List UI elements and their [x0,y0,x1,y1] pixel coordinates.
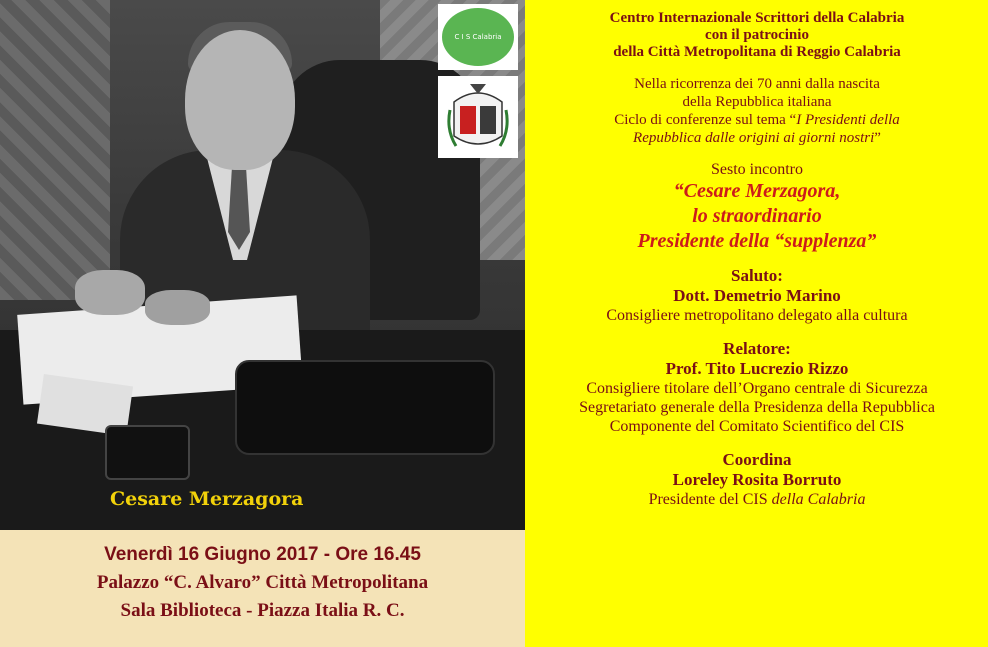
coordina-role-plain: Presidente del CIS [648,491,772,508]
briefcase [235,360,495,455]
organizer [526,10,988,61]
face [185,30,295,170]
coat-of-arms-icon [446,80,510,154]
event-info-box [0,530,525,647]
coordina-section [526,450,988,509]
cis-logo-text: C I S Calabria [454,33,502,41]
occasion-line3 [526,111,988,129]
meeting-title [526,179,988,254]
program-column [526,0,988,647]
wallpaper-left [0,0,110,300]
occasion-line4-italic: Repubblica dalle origini ai giorni nostri [633,130,875,146]
cis-logo-icon [442,8,514,66]
coordina-name: Loreley Rosita Borruto [672,470,842,489]
inkwell [105,425,190,480]
hand-right [145,290,210,325]
photo-caption: Cesare Merzagora [110,488,304,510]
relatore-name: Prof. Tito Lucrezio Rizzo [665,359,849,378]
event-venue-line1: Palazzo “C. Alvaro” Città Metropolitana [96,572,429,593]
relatore-role1: Consigliere titolare dell’Organo centrale di Sicurezza [586,380,928,397]
saluto-name: Dott. Demetrio Marino [673,286,841,305]
coordina-role-italic: della Calabria [771,491,866,508]
meeting-title-line1: “Cesare Merzagora, [673,180,841,202]
meeting-label: Sesto incontro [711,161,803,178]
event-date-time: Venerdì 16 Giugno 2017 - Ore 16.45 [104,544,421,565]
cis-logo [438,4,518,70]
saluto-label: Saluto: [731,266,783,285]
organizer-line3: della Città Metropolitana di Reggio Calabria [613,44,901,60]
organizer-line1: Centro Internazionale Scrittori della Calabria [609,10,905,26]
coordina-label: Coordina [722,450,792,469]
occasion [526,75,988,147]
occasion-line1: Nella ricorrenza dei 70 anni dalla nascita [634,76,880,92]
meeting-title-line2: lo straordinario [692,205,822,227]
occasion-line3-italic: I Presidenti della [796,112,900,128]
hand-left [75,270,145,315]
organizer-line2: con il patrocinio [705,27,809,43]
meeting-title-line3: Presidente della “supplenza” [637,230,877,252]
occasion-line2: della Repubblica italiana [682,94,832,110]
occasion-line3-prefix: Ciclo di conferenze sul tema “ [614,112,797,128]
coordina-role [526,490,988,509]
relatore-label: Relatore: [723,339,791,358]
relatore-role2: Segretariato generale della Presidenza della Repubblica [579,399,935,416]
relatore-section [526,339,988,436]
relatore-role3: Componente del Comitato Scientifico del CIS [609,418,905,435]
saluto-section [526,266,988,325]
city-coat-of-arms [438,76,518,158]
occasion-line4 [526,129,988,147]
event-venue-line2: Sala Biblioteca - Piazza Italia R. C. [120,600,405,621]
occasion-line4-suffix: ” [874,130,881,146]
saluto-role: Consigliere metropolitano delegato alla cultura [606,307,908,324]
